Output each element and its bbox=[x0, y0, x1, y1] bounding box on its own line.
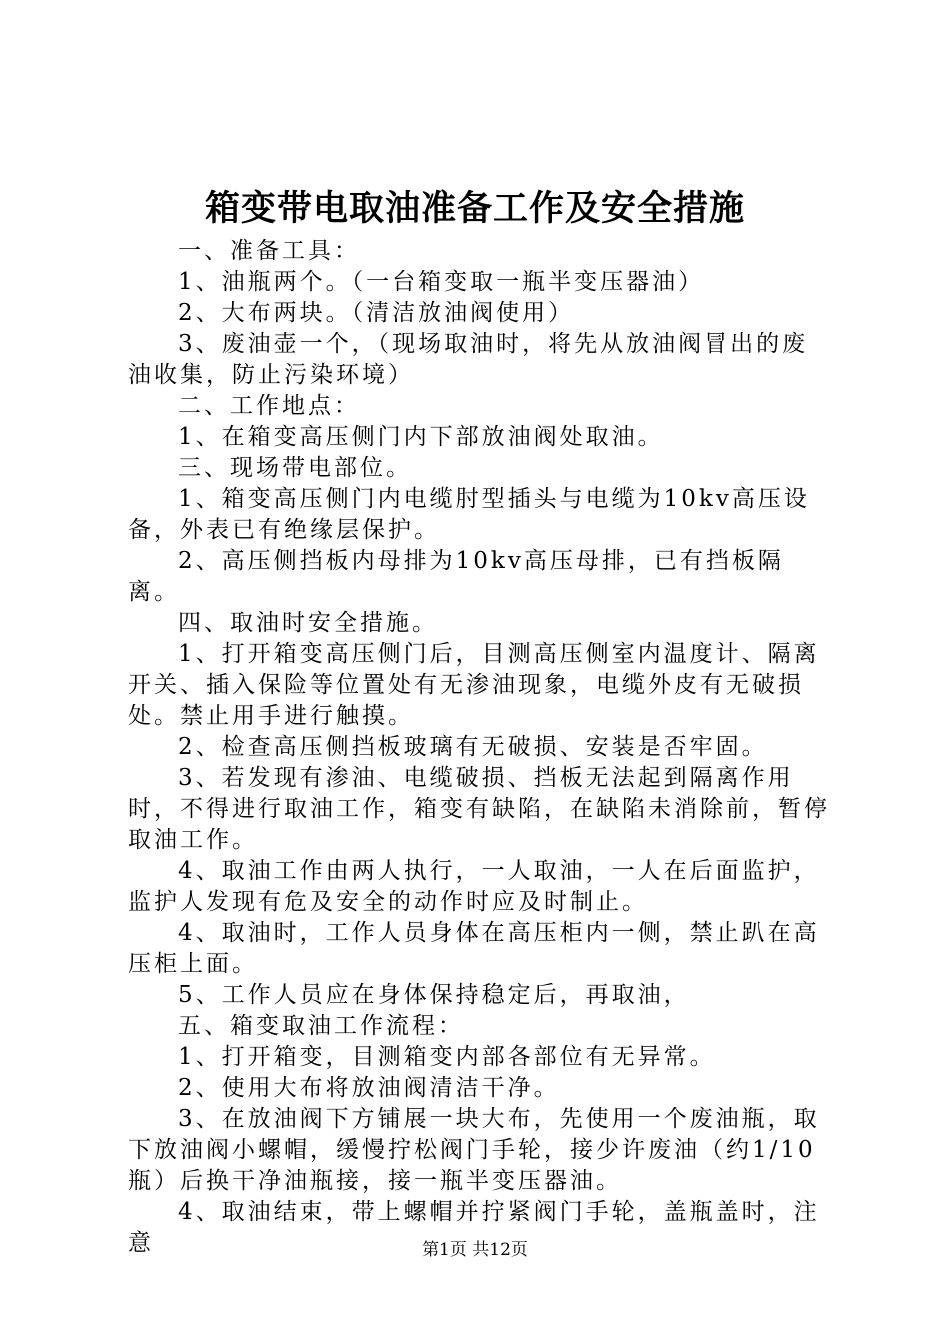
paragraph: 4、取油结束，带上螺帽并拧紧阀门手轮，盖瓶盖时，注意 bbox=[128, 1199, 820, 1256]
paragraph: 1、打开箱变，目测箱变内部各部位有无异常。 bbox=[178, 1044, 716, 1070]
paragraph: 3、若发现有渗油、电缆破损、挡板无法起到隔离作用时，不得进行取油工作，箱变有缺陷，在缺陷未消除前，暂停取油工作。 bbox=[128, 765, 830, 853]
paragraph: 5、工作人员应在身体保持稳定后，再取油， bbox=[178, 982, 690, 1008]
paragraph: 1、油瓶两个。（一台箱变取一瓶半变压器油） bbox=[178, 269, 705, 295]
paragraph: 四、取油时安全措施。 bbox=[178, 610, 438, 636]
paragraph: 一、准备工具： bbox=[178, 238, 360, 264]
document-title: 箱变带电取油准备工作及安全措施 bbox=[204, 188, 745, 229]
paragraph: 五、箱变取油工作流程： bbox=[178, 1013, 464, 1039]
paragraph: 三、现场带电部位。 bbox=[178, 455, 412, 481]
paragraph: 1、在箱变高压侧门内下部放油阀处取油。 bbox=[178, 424, 664, 450]
paragraph: 2、大布两块。（清洁放油阀使用） bbox=[178, 300, 575, 326]
page-footer: 第1页 共12页 bbox=[422, 1240, 528, 1260]
paragraph: 2、检查高压侧挡板玻璃有无破损、安装是否牢固。 bbox=[178, 734, 768, 760]
paragraph: 3、废油壶一个，（现场取油时，将先从放油阀冒出的废油收集，防止污染环境） bbox=[128, 331, 809, 388]
document-body bbox=[128, 236, 832, 1259]
paragraph: 1、打开箱变高压侧门后，目测高压侧室内温度计、隔离开关、插入保险等位置处有无渗油现象，电缆外皮有无破损处。禁止用手进行触摸。 bbox=[128, 641, 820, 729]
paragraph: 2、使用大布将放油阀清洁干净。 bbox=[178, 1075, 560, 1101]
paragraph: 3、在放油阀下方铺展一块大布，先使用一个废油瓶，取下放油阀小螺帽，缓慢拧松阀门手轮，接少许废油（约1/10瓶）后换干净油瓶接，接一瓶半变压器油。 bbox=[128, 1106, 820, 1194]
paragraph: 2、高压侧挡板内母排为10kv高压母排，已有挡板隔离。 bbox=[128, 548, 784, 605]
paragraph: 4、取油工作由两人执行，一人取油，一人在后面监护，监护人发现有危及安全的动作时应及时制止。 bbox=[128, 858, 820, 915]
paragraph: 4、取油时，工作人员身体在高压柜内一侧，禁止趴在高压柜上面。 bbox=[128, 920, 820, 977]
paragraph: 二、工作地点： bbox=[178, 393, 360, 419]
paragraph: 1、箱变高压侧门内电缆肘型插头与电缆为10kv高压设备，外表已有绝缘层保护。 bbox=[128, 486, 810, 543]
